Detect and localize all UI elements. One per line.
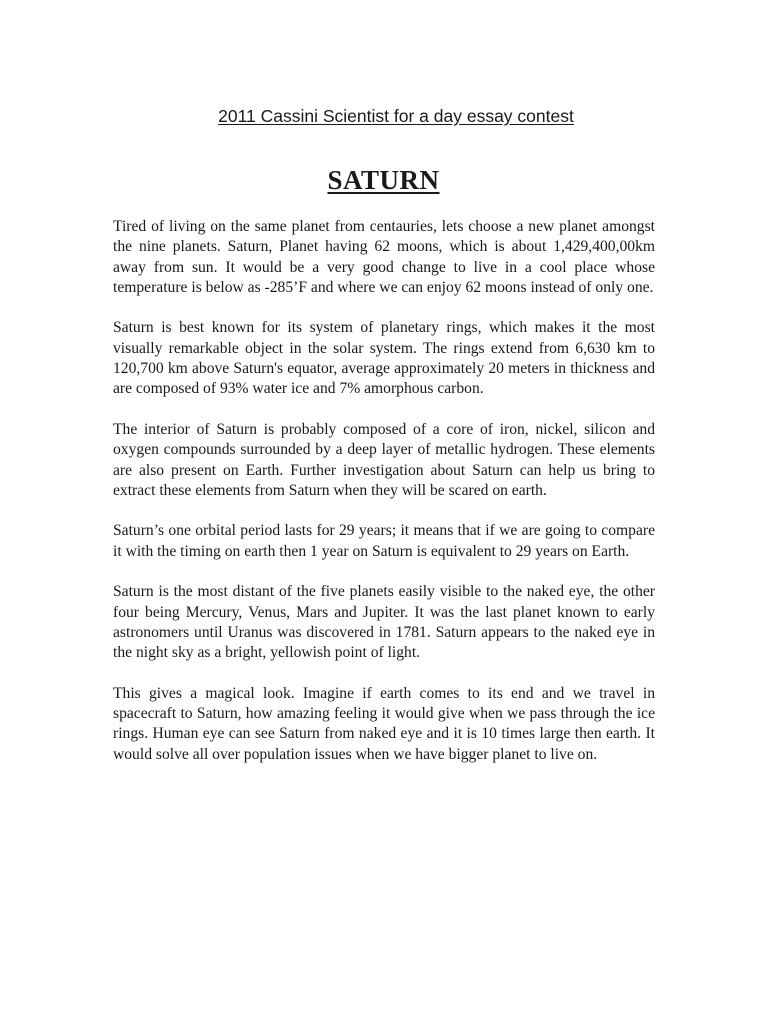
paragraph: Saturn is best known for its system of planetary rings, which makes it the most visually remarkable object in the solar system. The rings extend from 6,630 km to 120,700 km above Saturn's equator, average approximately 20 meters in thickness and are composed of 93% water ice and 7% amorphous carbon.	[113, 319, 655, 398]
paragraph: Saturn’s one orbital period lasts for 29 years; it means that if we are going to compare it with the timing on earth then 1 year on Saturn is equivalent to 29 years on Earth.	[113, 522, 655, 560]
paragraph: Tired of living on the same planet from centauries, lets choose a new planet amongst the nine planets. Saturn, Planet having 62 moons, which is about 1,429,400,00km away from sun. It would be a very good change to live in a cool place whose temperature is below as -285’F and where we can enjoy 62 moons instead of only one.	[113, 218, 655, 296]
paragraph: This gives a magical look. Imagine if earth comes to its end and we travel in spacecraft to Saturn, how amazing feeling it would give when we pass through the ice rings. Human eye can see Saturn from naked eye and it is 10 times large then earth. It would solve all over population issues when we have bigger planet to live on.	[113, 684, 655, 763]
paragraph: The interior of Saturn is probably composed of a core of iron, nickel, silicon and oxygen compounds surrounded by a deep layer of metallic hydrogen. These elements are also present on Earth. Further investigation about Saturn can help us bring to extract these elements from Saturn when they will be scared on earth.	[113, 420, 655, 499]
paragraph: Saturn is the most distant of the five planets easily visible to the naked eye, the other four being Mercury, Venus, Mars and Jupiter. It was the last planet known to early astronomers until Uranus was discovered in 1781. Saturn appears to the naked eye in the night sky as a bright, yellowish point of light.	[113, 583, 655, 662]
contest-heading: 2011 Cassini Scientist for a day essay contest	[218, 106, 574, 126]
essay-title: SATURN	[327, 165, 440, 195]
essay-body	[113, 217, 655, 785]
